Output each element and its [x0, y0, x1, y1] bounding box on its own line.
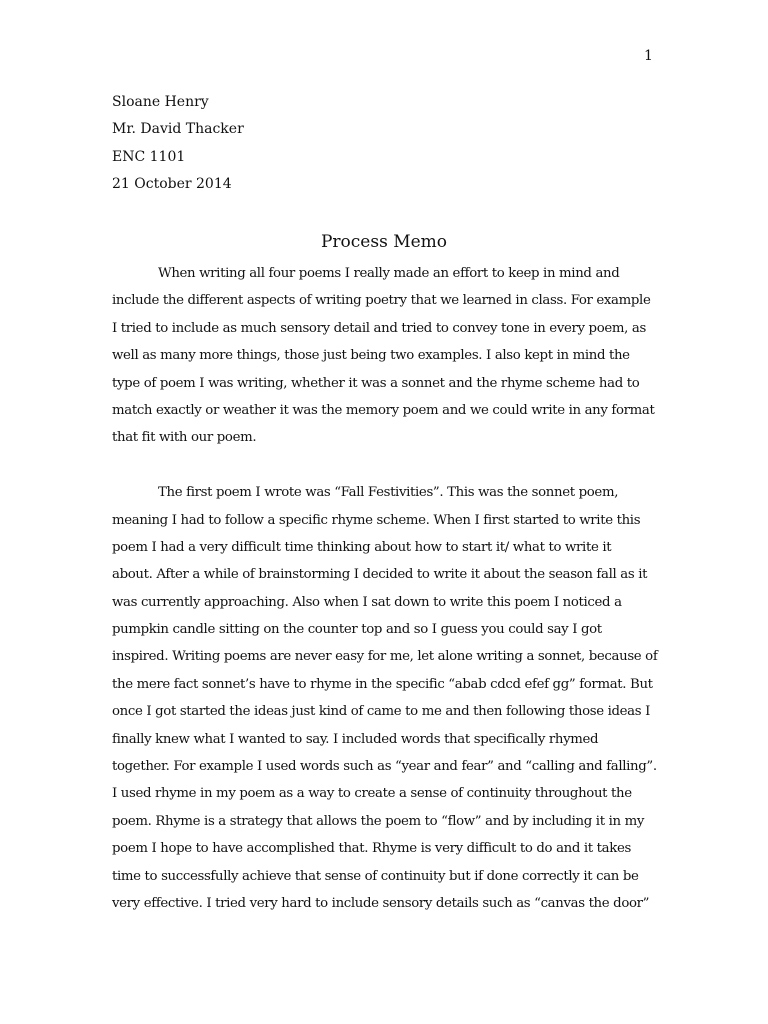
paragraph-line: inspired. Writing poems are never easy for me, let alone writing a sonnet, because of	[112, 649, 658, 665]
paragraph-line: finally knew what I wanted to say. I included words that specifically rhymed	[112, 731, 599, 747]
paragraph-line: The first poem I wrote was “Fall Festivities”. This was the sonnet poem,	[158, 485, 619, 501]
document-date: 21 October 2014	[112, 176, 232, 193]
paragraph-line: very effective. I tried very hard to include sensory details such as “canvas the door”	[112, 895, 650, 911]
paragraph-spacer	[112, 455, 658, 482]
paragraph-line: poem I hope to have accomplished that. Rhyme is very difficult to do and it takes	[112, 841, 631, 857]
mla-header	[112, 92, 244, 202]
paragraph-line: together. For example I used words such as “year and fear” and “calling and falling”.	[112, 759, 657, 775]
paragraph-line: include the different aspects of writing poetry that we learned in class. For example	[112, 293, 651, 309]
course-name: ENC 1101	[112, 148, 186, 165]
paragraph-line: that fit with our poem.	[112, 430, 257, 446]
paragraph-line: I tried to include as much sensory detail and tried to convey tone in every poem, as	[112, 320, 646, 336]
paragraph-line: time to successfully achieve that sense of continuity but if done correctly it can be	[112, 868, 639, 884]
paragraph	[112, 482, 658, 920]
paragraph-line: poem. Rhyme is a strategy that allows the poem to “flow” and by including it in my	[112, 813, 644, 829]
paragraph-line: meaning I had to follow a specific rhyme scheme. When I first started to write this	[112, 512, 641, 528]
paragraph-line: about. After a while of brainstorming I decided to write it about the season fall as it	[112, 567, 648, 583]
body-text	[112, 263, 658, 920]
paragraph-line: type of poem I was writing, whether it was a sonnet and the rhyme scheme had to	[112, 375, 640, 391]
paragraph	[112, 263, 658, 455]
paragraph-line: poem I had a very difficult time thinking about how to start it/ what to write it	[112, 539, 612, 555]
paragraph-line: When writing all four poems I really made an effort to keep in mind and	[158, 266, 620, 281]
author-name: Sloane Henry	[112, 94, 209, 110]
paragraph-line: once I got started the ideas just kind of came to me and then following those ideas I	[112, 704, 651, 720]
paragraph-line: the mere fact sonnet’s have to rhyme in the specific “abab cdcd efef gg” format. But	[112, 676, 653, 692]
paragraph-line: was currently approaching. Also when I sat down to write this poem I noticed a	[112, 594, 622, 610]
paragraph-line: match exactly or weather it was the memory poem and we could write in any format	[112, 402, 655, 418]
document-title: Process Memo	[320, 232, 448, 252]
page-number: 1	[644, 48, 653, 64]
paragraph-line: I used rhyme in my poem as a way to create a sense of continuity throughout the	[112, 786, 632, 802]
paragraph-line: pumpkin candle sitting on the counter top and so I guess you could say I got	[112, 622, 602, 638]
paragraph-line: well as many more things, those just being two examples. I also kept in mind the	[112, 348, 630, 364]
instructor-name: Mr. David Thacker	[112, 121, 244, 138]
